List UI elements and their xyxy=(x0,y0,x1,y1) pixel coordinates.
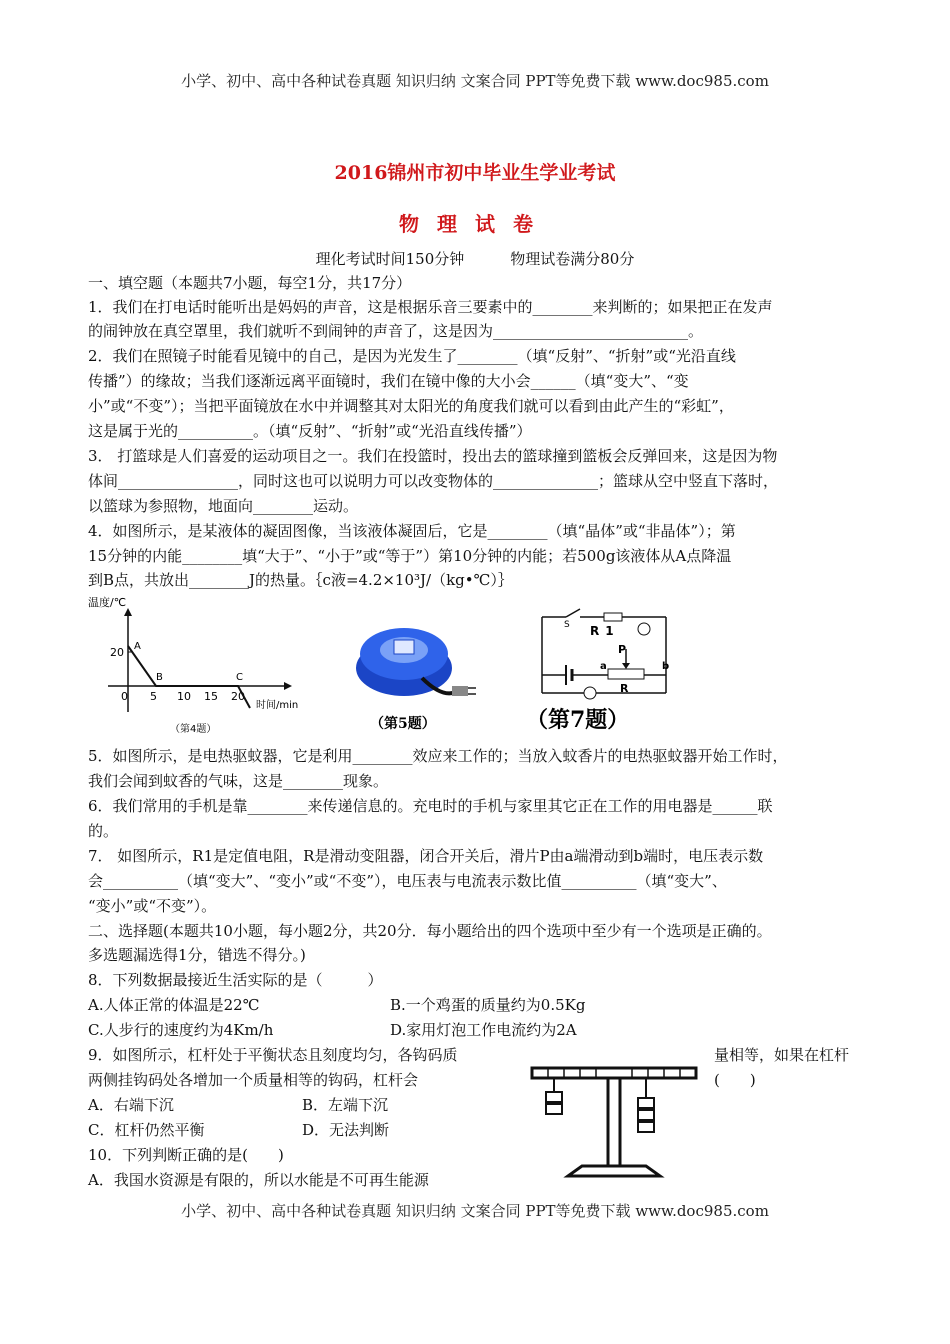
plug-icon xyxy=(452,686,468,696)
page-footer: 小学、初中、高中各种试卷真题 知识归纳 文案合同 PPT等免费下载 www.doc985.com xyxy=(181,1202,769,1220)
q9-line1-left: 9．如图所示，杠杆处于平衡状态且刻度均匀，各钩码质 xyxy=(88,1046,458,1064)
graph-x-tick: 20 xyxy=(231,690,245,703)
figure-9-lever xyxy=(528,1060,700,1184)
q9-line2-left: 两侧挂钩码处各增加一个质量相等的钩码，杠杆会 xyxy=(88,1071,419,1089)
q9-option-c: C．杠杆仍然平衡 xyxy=(88,1121,205,1139)
section-2-heading: 二、选择题(本题共10小题，每小题2分，共20分．每小题给出的四个选项中至少有一个选项是正确的。 xyxy=(88,922,772,940)
weight-icon xyxy=(638,1098,654,1108)
weight-icon xyxy=(546,1092,562,1102)
graph-x-arrow xyxy=(284,682,292,690)
question-line: 这是属于光的__________。（填“反射”、“折射”或“光沿直线传播”） xyxy=(88,422,532,440)
question-line: 的。 xyxy=(88,822,119,840)
exam-title: 2016锦州市初中毕业生学业考试 xyxy=(334,162,616,184)
page-header: 小学、初中、高中各种试卷真题 知识归纳 文案合同 PPT等免费下载 www.doc985.com xyxy=(181,72,769,90)
question-line: 5．如图所示，是电热驱蚊器，它是利用________效应来工作的；当放入蚊香片的电热驱蚊器开始工作时， xyxy=(88,747,788,765)
graph-point-b: B xyxy=(156,672,163,683)
question-line: 体间________________，同时这也可以说明力可以改变物体的______________；篮球从空中竖直下落时， xyxy=(88,472,779,490)
exam-info xyxy=(0,248,950,269)
question-line: 1．我们在打电话时能听出是妈妈的声音，这是根据乐音三要素中的________来判断的；如果把正在发声 xyxy=(88,298,773,316)
q8-option-a: A.人体正常的体温是22℃ xyxy=(88,996,260,1014)
graph-x-tick: 10 xyxy=(177,690,191,703)
weight-icon xyxy=(638,1110,654,1120)
q10-option-a: A．我国水资源是有限的，所以水能是不可再生能源 xyxy=(88,1171,429,1189)
q9-line2-right: ( ) xyxy=(714,1071,756,1089)
question-line: 的闹钟放在真空罩里，我们就听不到闹钟的声音了，这是因为__________________________。 xyxy=(88,322,704,340)
weight-icon xyxy=(638,1122,654,1132)
graph-y-arrow xyxy=(124,608,132,616)
label-p: P xyxy=(618,643,627,656)
question-line: 2．我们在照镜子时能看见镜中的自己，是因为光发生了________（填“反射”、“折射”或“光沿直线 xyxy=(88,347,736,365)
exam-time: 理化考试时间150分钟 xyxy=(315,250,465,268)
resistor-r1-icon xyxy=(604,613,622,621)
question-line: 我们会闻到蚊香的气味，这是________现象。 xyxy=(88,772,389,790)
graph-y-tick: 20 xyxy=(110,646,124,659)
graph-xlabel: 时间/min xyxy=(256,700,299,711)
question-line: 7． 如图所示，R1是定值电阻，R是滑动变阻器，闭合开关后，滑片P由a端滑动到b端时，电压表示数 xyxy=(88,847,764,865)
question-line: 3． 打篮球是人们喜爱的运动项目之一。我们在投篮时，投出去的篮球撞到篮板会反弹回来，这是因为物 xyxy=(88,447,778,465)
graph-ylabel: 温度/℃ xyxy=(88,596,127,609)
section-1-heading: 一、填空题（本题共7小题，每空1分，共17分） xyxy=(88,274,412,292)
q9-option-d: D．无法判断 xyxy=(302,1121,390,1139)
question-line: 小”或“不变”）；当把平面镜放在水中并调整其对太阳光的角度我们就可以看到由此产生的“彩虹”， xyxy=(88,397,734,415)
question-line: 以篮球为参照物，地面向________运动。 xyxy=(88,497,359,515)
graph-point-c: C xyxy=(236,672,243,683)
lever-base xyxy=(568,1166,660,1176)
graph-point-a: A xyxy=(134,641,141,652)
lever-stand xyxy=(608,1078,620,1168)
question-line: 传播”）的缘故；当我们逐渐远离平面镜时，我们在镜中像的大小会______（填“变大”、“变 xyxy=(88,372,689,390)
question-8-stem: 8．下列数据最接近生活实际的是（ ） xyxy=(88,971,383,989)
q9-line1-right: 量相等，如果在杠杆 xyxy=(714,1046,850,1064)
figure-5-caption: （第5题） xyxy=(370,716,436,732)
q8-option-c: C.人步行的速度约为4Km/h xyxy=(88,1021,274,1039)
label-b: b xyxy=(662,661,670,672)
figure-7-circuit xyxy=(522,603,682,733)
label-a: a xyxy=(600,661,607,672)
label-r: R xyxy=(620,682,629,695)
question-line: 会__________（填“变大”、“变小”或“不变”），电压表与电流表示数比值__________（填“变大”、 xyxy=(88,872,727,890)
q8-option-b: B.一个鸡蛋的质量约为0.5Kg xyxy=(390,996,586,1014)
q9-option-b: B．左端下沉 xyxy=(302,1096,389,1114)
q9-option-a: A．右端下沉 xyxy=(88,1096,174,1114)
question-line: 6．我们常用的手机是靠________来传递信息的。充电时的手机与家里其它正在工作的用电器是______联 xyxy=(88,797,773,815)
figure-4-graph xyxy=(88,594,318,740)
figure-5-mosquito-repellent xyxy=(352,606,482,736)
ammeter-icon xyxy=(638,623,650,635)
switch-icon xyxy=(566,609,580,617)
voltmeter-icon xyxy=(584,687,596,699)
graph-x-tick: 15 xyxy=(204,690,218,703)
graph-x-tick: 0 xyxy=(121,690,128,703)
graph-caption: （第4题） xyxy=(170,724,217,735)
section-2-note: 多选题漏选得1分，错选不得分。) xyxy=(88,946,306,964)
rheostat-icon xyxy=(608,669,644,679)
slider-arrow-icon xyxy=(622,663,630,669)
question-line: “变小”或“不变”）。 xyxy=(88,897,217,915)
weight-icon xyxy=(546,1104,562,1114)
device-grille-icon xyxy=(394,640,414,654)
exam-score: 物理试卷满分80分 xyxy=(510,250,635,268)
figure-7-caption: （第7题） xyxy=(526,707,630,733)
exam-subtitle: 物理试卷 xyxy=(399,212,551,236)
q10-stem: 10．下列判断正确的是( ) xyxy=(88,1146,284,1164)
graph-x-tick: 5 xyxy=(150,690,157,703)
circuit-label-s: S xyxy=(564,620,570,630)
question-line: 4．如图所示，是某液体的凝固图像，当该液体凝固后，它是________（填“晶体”或“非晶体”）；第 xyxy=(88,522,736,540)
question-line: 到B点，共放出________J的热量。｛c液=4.2×10³J/（kg•℃）｝ xyxy=(88,571,513,589)
label-r1: R 1 xyxy=(590,624,614,638)
question-line: 15分钟的内能________填“大于”、“小于”或“等于”）第10分钟的内能；若500g该液体从A点降温 xyxy=(88,547,732,565)
q8-option-d: D.家用灯泡工作电流约为2A xyxy=(390,1021,577,1039)
